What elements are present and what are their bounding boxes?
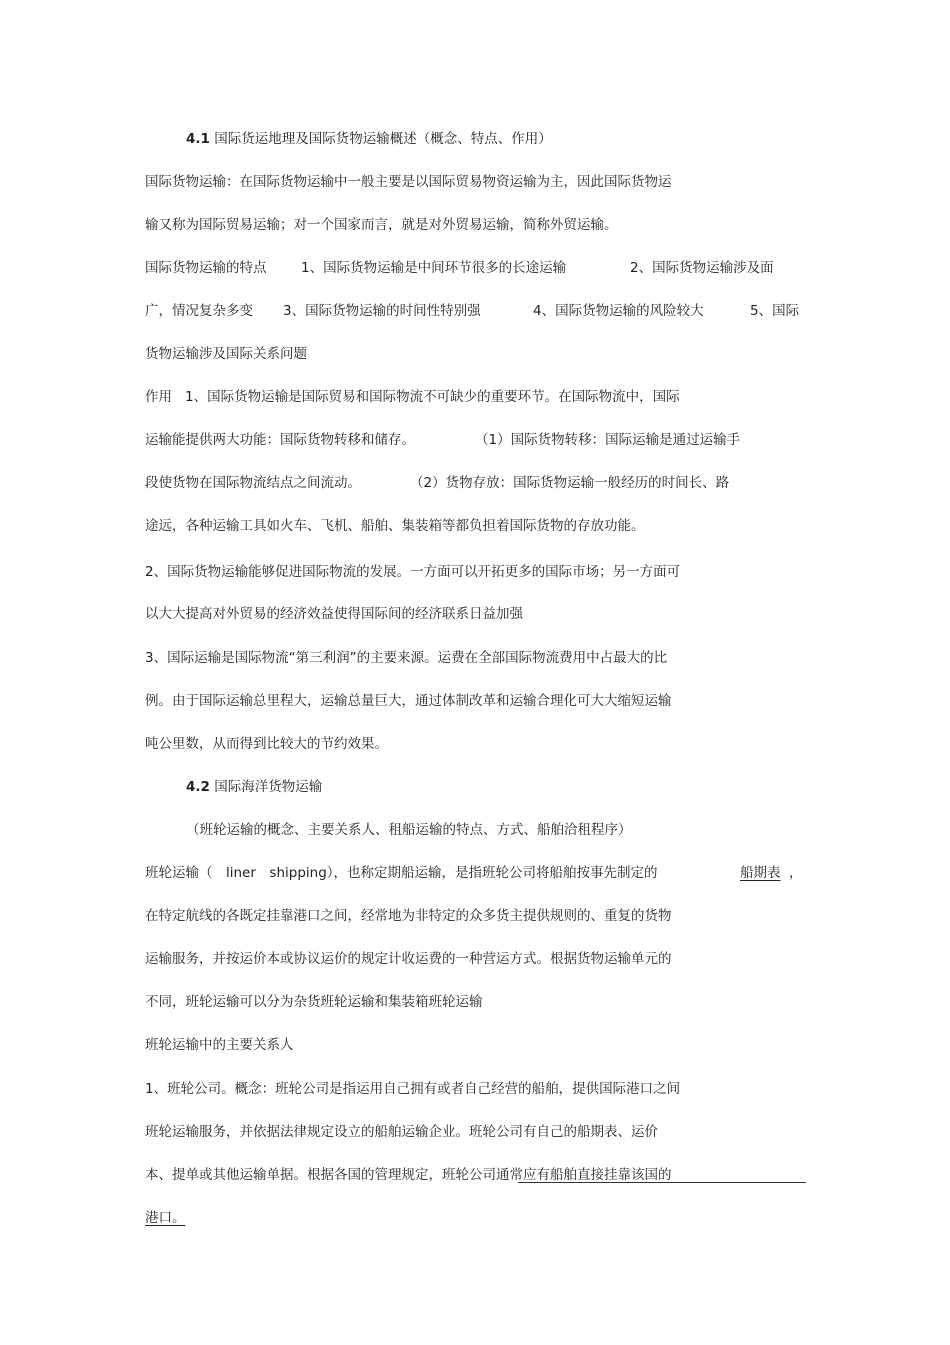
feature-item: 5、国际 bbox=[750, 303, 800, 319]
paragraph-line: 2、国际货物运输能够促进国际物流的发展。一方面可以开拓更多的国际市场；另一方面可 bbox=[145, 564, 681, 580]
section-title: 国际货运地理及国际货物运输概述（概念、特点、作用） bbox=[214, 131, 552, 147]
paragraph-line: 班轮运输服务，并依据法律规定设立的船舶运输企业。班轮公司有自己的船期表、运价 bbox=[145, 1124, 658, 1140]
role-text: 1、国际货物运输是国际贸易和国际物流不可缺少的重要环节。在国际物流中，国际 bbox=[185, 389, 680, 405]
features-line bbox=[145, 302, 800, 320]
underlined-text: 司通常应有船舶直接挂靠该国的 bbox=[482, 1167, 672, 1183]
section-number: 4.1 bbox=[186, 131, 210, 147]
role-text: （1）国际货物转移：国际运输是通过运输手 bbox=[475, 432, 741, 448]
schedule-term: 船期表 bbox=[740, 865, 781, 881]
feature-item: 3、国际货物运输的时间性特别强 bbox=[283, 303, 481, 319]
liner-text: 班轮运输（ liner shipping），也称定期船运输，是指班轮公司将船舶按事先制定的 bbox=[145, 865, 658, 881]
liner-line bbox=[145, 864, 803, 882]
section-4-1-heading bbox=[186, 130, 552, 148]
feature-item: 2、国际货物运输涉及面 bbox=[630, 260, 774, 276]
role-text: 段使货物在国际物流结点之间流动。 bbox=[145, 475, 361, 491]
paragraph-line: 输又称为国际贸易运输；对一个国家而言，就是对外贸易运输，简称外贸运输。 bbox=[145, 217, 618, 233]
role-line bbox=[145, 474, 730, 492]
features-line bbox=[145, 259, 774, 277]
underlined-text: 港口。 bbox=[145, 1210, 186, 1226]
feature-item: 4、国际货物运输的风险较大 bbox=[533, 303, 704, 319]
role-text: 运输能提供两大功能：国际货物转移和储存。 bbox=[145, 432, 415, 448]
paragraph-line: 吨公里数，从而得到比较大的节约效果。 bbox=[145, 736, 388, 752]
paragraph-line: 3、国际运输是国际物流“第三利润”的主要来源。运费在全部国际物流费用中占最大的比 bbox=[145, 650, 668, 666]
section-title: 国际海洋货物运输 bbox=[214, 779, 323, 795]
paragraph-text: 本、提单或其他运输单据。根据各国的管理规定，班轮公 bbox=[145, 1167, 483, 1183]
section-number: 4.2 bbox=[186, 779, 210, 795]
paragraph-line: 运输服务，并按运价本或协议运价的规定计收运费的一种营运方式。根据货物运输单元的 bbox=[145, 951, 672, 967]
feature-item: 广，情况复杂多变 bbox=[145, 303, 253, 319]
paragraph-line bbox=[145, 1209, 186, 1227]
paragraph-line: 1、班轮公司。概念：班轮公司是指运用自己拥有或者自己经营的船舶，提供国际港口之间 bbox=[145, 1081, 681, 1097]
paragraph-line: 不同，班轮运输可以分为杂货班轮运输和集装箱班轮运输 bbox=[145, 994, 483, 1010]
paragraph-line: 以大大提高对外贸易的经济效益使得国际间的经济联系日益加强 bbox=[145, 606, 523, 622]
paragraph-line: 例。由于国际运输总里程大，运输总量巨大，通过体制改革和运输合理化可大大缩短运输 bbox=[145, 693, 672, 709]
role-line bbox=[145, 388, 680, 406]
section-4-2-heading bbox=[186, 778, 322, 796]
underline-rule bbox=[518, 1182, 806, 1183]
role-text: （2）货物存放：国际货物运输一般经历的时间长、路 bbox=[410, 475, 730, 491]
liner-text: ， bbox=[789, 865, 803, 881]
paragraph-line: 国际货物运输：在国际货物运输中一般主要是以国际贸易物资运输为主，因此国际货物运 bbox=[145, 174, 672, 190]
role-label: 作用 bbox=[145, 389, 172, 405]
role-line bbox=[145, 431, 741, 449]
paragraph-line: 货物运输涉及国际关系问题 bbox=[145, 346, 307, 362]
subsection-title: 班轮运输中的主要关系人 bbox=[145, 1037, 294, 1053]
feature-item: 1、国际货物运输是中间环节很多的长途运输 bbox=[301, 260, 567, 276]
features-label: 国际货物运输的特点 bbox=[145, 260, 267, 276]
paragraph-line: 途远，各种运输工具如火车、飞机、船舶、集装箱等都负担着国际货物的存放功能。 bbox=[145, 518, 645, 534]
paragraph-line: 在特定航线的各既定挂靠港口之间，经常地为非特定的众多货主提供规则的、重复的货物 bbox=[145, 908, 672, 924]
section-subtitle: （班轮运输的概念、主要关系人、租船运输的特点、方式、船舶洽租程序） bbox=[186, 822, 632, 838]
